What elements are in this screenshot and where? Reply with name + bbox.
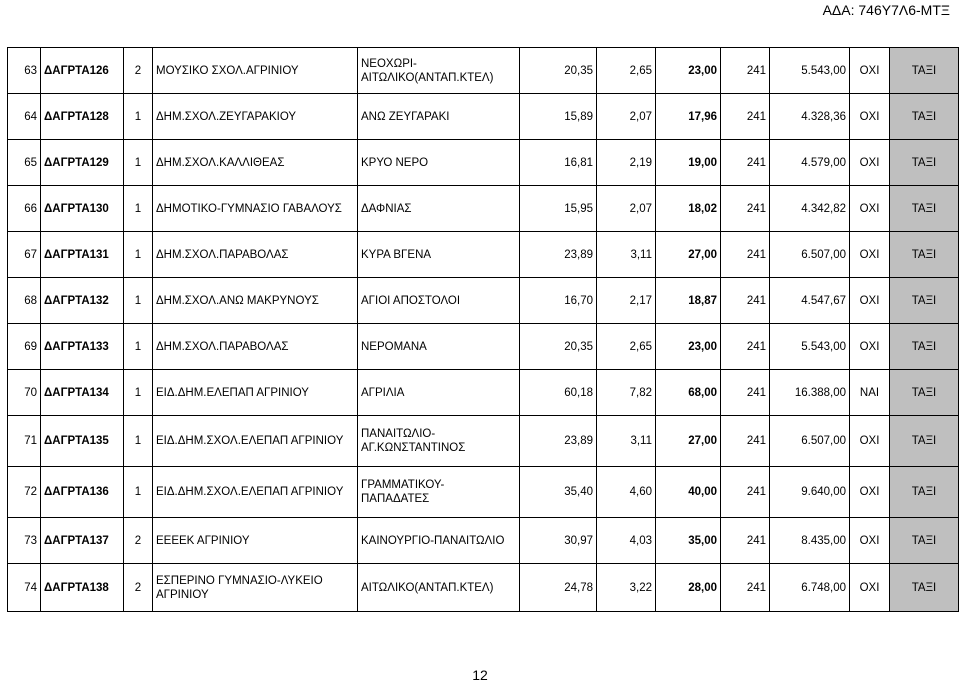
route-area: ΑΙΤΩΛΙΚΟ(ΑΝΤΑΠ.ΚΤΕΛ) bbox=[358, 564, 520, 612]
days-count: 241 bbox=[721, 140, 770, 186]
vehicle-type: ΤΑΞΙ bbox=[890, 94, 959, 140]
km-value-b: 4,60 bbox=[597, 467, 656, 518]
yes-no-flag: ΟΧΙ bbox=[850, 518, 890, 564]
route-area: ΑΝΩ ΖΕΥΓΑΡΑΚΙ bbox=[358, 94, 520, 140]
table-row bbox=[8, 94, 959, 140]
table-row bbox=[8, 140, 959, 186]
route-area: ΝΕΡΟΜΑΝΑ bbox=[358, 324, 520, 370]
route-cost: 8.435,00 bbox=[770, 518, 850, 564]
yes-no-flag: ΟΧΙ bbox=[850, 564, 890, 612]
route-code: ΔΑΓΡΤΑ131 bbox=[41, 232, 124, 278]
route-code: ΔΑΓΡΤΑ134 bbox=[41, 370, 124, 416]
days-count: 241 bbox=[721, 518, 770, 564]
route-count: 2 bbox=[124, 48, 153, 94]
days-count: 241 bbox=[721, 324, 770, 370]
school-name: ΔΗΜ.ΣΧΟΛ.ΠΑΡΑΒΟΛΑΣ bbox=[153, 324, 358, 370]
route-count: 2 bbox=[124, 564, 153, 612]
vehicle-type: ΤΑΞΙ bbox=[890, 232, 959, 278]
route-code: ΔΑΓΡΤΑ129 bbox=[41, 140, 124, 186]
yes-no-flag: ΟΧΙ bbox=[850, 278, 890, 324]
km-value-b: 2,07 bbox=[597, 94, 656, 140]
school-name: ΔΗΜ.ΣΧΟΛ.ΑΝΩ ΜΑΚΡΥΝΟΥΣ bbox=[153, 278, 358, 324]
row-number: 74 bbox=[8, 564, 41, 612]
route-code: ΔΑΓΡΤΑ138 bbox=[41, 564, 124, 612]
yes-no-flag: ΟΧΙ bbox=[850, 324, 890, 370]
row-number: 72 bbox=[8, 467, 41, 518]
table-row bbox=[8, 518, 959, 564]
route-cost: 4.328,36 bbox=[770, 94, 850, 140]
km-value-a: 24,78 bbox=[520, 564, 597, 612]
route-area: ΚΑΙΝΟΥΡΓΙΟ-ΠΑΝΑΙΤΩΛΙΟ bbox=[358, 518, 520, 564]
days-count: 241 bbox=[721, 467, 770, 518]
route-area: ΝΕΟΧΩΡΙ- ΑΙΤΩΛΙΚΟ(ΑΝΤΑΠ.ΚΤΕΛ) bbox=[358, 48, 520, 94]
route-code: ΔΑΓΡΤΑ126 bbox=[41, 48, 124, 94]
route-area: ΚΥΡΑ ΒΓΕΝΑ bbox=[358, 232, 520, 278]
row-number: 70 bbox=[8, 370, 41, 416]
route-code: ΔΑΓΡΤΑ133 bbox=[41, 324, 124, 370]
km-value-a: 20,35 bbox=[520, 48, 597, 94]
yes-no-flag: ΟΧΙ bbox=[850, 140, 890, 186]
vehicle-type: ΤΑΞΙ bbox=[890, 467, 959, 518]
table-row bbox=[8, 467, 959, 518]
row-number: 68 bbox=[8, 278, 41, 324]
km-value-b: 3,11 bbox=[597, 416, 656, 467]
route-cost: 4.547,67 bbox=[770, 278, 850, 324]
km-total: 18,02 bbox=[656, 186, 721, 232]
route-cost: 5.543,00 bbox=[770, 324, 850, 370]
page-number: 12 bbox=[472, 667, 488, 683]
row-number: 63 bbox=[8, 48, 41, 94]
km-value-a: 16,81 bbox=[520, 140, 597, 186]
route-count: 1 bbox=[124, 467, 153, 518]
route-code: ΔΑΓΡΤΑ128 bbox=[41, 94, 124, 140]
days-count: 241 bbox=[721, 186, 770, 232]
km-total: 23,00 bbox=[656, 48, 721, 94]
yes-no-flag: ΟΧΙ bbox=[850, 416, 890, 467]
yes-no-flag: ΟΧΙ bbox=[850, 94, 890, 140]
km-total: 27,00 bbox=[656, 416, 721, 467]
school-name: ΕΙΔ.ΔΗΜ.ΕΛΕΠΑΠ ΑΓΡΙΝΙΟΥ bbox=[153, 370, 358, 416]
km-value-b: 4,03 bbox=[597, 518, 656, 564]
yes-no-flag: ΟΧΙ bbox=[850, 48, 890, 94]
km-value-b: 2,17 bbox=[597, 278, 656, 324]
vehicle-type: ΤΑΞΙ bbox=[890, 278, 959, 324]
km-value-a: 16,70 bbox=[520, 278, 597, 324]
school-name: ΔΗΜ.ΣΧΟΛ.ΚΑΛΛΙΘΕΑΣ bbox=[153, 140, 358, 186]
route-cost: 6.748,00 bbox=[770, 564, 850, 612]
route-cost: 4.579,00 bbox=[770, 140, 850, 186]
km-value-b: 2,19 bbox=[597, 140, 656, 186]
km-value-b: 3,22 bbox=[597, 564, 656, 612]
row-number: 65 bbox=[8, 140, 41, 186]
km-value-a: 23,89 bbox=[520, 416, 597, 467]
km-value-a: 15,89 bbox=[520, 94, 597, 140]
row-number: 71 bbox=[8, 416, 41, 467]
route-cost: 4.342,82 bbox=[770, 186, 850, 232]
vehicle-type: ΤΑΞΙ bbox=[890, 518, 959, 564]
yes-no-flag: ΝΑΙ bbox=[850, 370, 890, 416]
yes-no-flag: ΟΧΙ bbox=[850, 186, 890, 232]
days-count: 241 bbox=[721, 370, 770, 416]
route-area: ΔΑΦΝΙΑΣ bbox=[358, 186, 520, 232]
route-cost: 6.507,00 bbox=[770, 232, 850, 278]
vehicle-type: ΤΑΞΙ bbox=[890, 370, 959, 416]
route-count: 1 bbox=[124, 416, 153, 467]
route-count: 1 bbox=[124, 278, 153, 324]
row-number: 66 bbox=[8, 186, 41, 232]
route-area: ΑΓΙΟΙ ΑΠΟΣΤΟΛΟΙ bbox=[358, 278, 520, 324]
km-value-b: 2,07 bbox=[597, 186, 656, 232]
route-count: 1 bbox=[124, 186, 153, 232]
route-code: ΔΑΓΡΤΑ130 bbox=[41, 186, 124, 232]
km-value-b: 3,11 bbox=[597, 232, 656, 278]
route-code: ΔΑΓΡΤΑ132 bbox=[41, 278, 124, 324]
km-total: 19,00 bbox=[656, 140, 721, 186]
route-area: ΠΑΝΑΙΤΩΛΙΟ- ΑΓ.ΚΩΝΣΤΑΝΤΙΝΟΣ bbox=[358, 416, 520, 467]
km-value-b: 2,65 bbox=[597, 324, 656, 370]
route-count: 2 bbox=[124, 518, 153, 564]
row-number: 64 bbox=[8, 94, 41, 140]
days-count: 241 bbox=[721, 564, 770, 612]
km-value-a: 30,97 bbox=[520, 518, 597, 564]
route-cost: 5.543,00 bbox=[770, 48, 850, 94]
km-value-a: 20,35 bbox=[520, 324, 597, 370]
routes-table bbox=[7, 47, 959, 612]
table-row bbox=[8, 232, 959, 278]
route-count: 1 bbox=[124, 94, 153, 140]
route-count: 1 bbox=[124, 324, 153, 370]
school-name: ΜΟΥΣΙΚΟ ΣΧΟΛ.ΑΓΡΙΝΙΟΥ bbox=[153, 48, 358, 94]
route-code: ΔΑΓΡΤΑ135 bbox=[41, 416, 124, 467]
row-number: 73 bbox=[8, 518, 41, 564]
school-name: ΕΙΔ.ΔΗΜ.ΣΧΟΛ.ΕΛΕΠΑΠ ΑΓΡΙΝΙΟΥ bbox=[153, 416, 358, 467]
route-count: 1 bbox=[124, 140, 153, 186]
school-name: ΔΗΜ.ΣΧΟΛ.ΠΑΡΑΒΟΛΑΣ bbox=[153, 232, 358, 278]
table-row bbox=[8, 324, 959, 370]
km-value-b: 2,65 bbox=[597, 48, 656, 94]
row-number: 69 bbox=[8, 324, 41, 370]
route-code: ΔΑΓΡΤΑ136 bbox=[41, 467, 124, 518]
km-total: 17,96 bbox=[656, 94, 721, 140]
vehicle-type: ΤΑΞΙ bbox=[890, 140, 959, 186]
vehicle-type: ΤΑΞΙ bbox=[890, 416, 959, 467]
table-row bbox=[8, 278, 959, 324]
school-name: ΔΗΜΟΤΙΚΟ-ΓΥΜΝΑΣΙΟ ΓΑΒΑΛΟΥΣ bbox=[153, 186, 358, 232]
km-total: 40,00 bbox=[656, 467, 721, 518]
ada-code: ΑΔΑ: 746Υ7Λ6-ΜΤΞ bbox=[822, 2, 950, 18]
vehicle-type: ΤΑΞΙ bbox=[890, 324, 959, 370]
yes-no-flag: ΟΧΙ bbox=[850, 232, 890, 278]
days-count: 241 bbox=[721, 278, 770, 324]
school-name: ΕΣΠΕΡΙΝΟ ΓΥΜΝΑΣΙΟ-ΛΥΚΕΙΟ ΑΓΡΙΝΙΟΥ bbox=[153, 564, 358, 612]
km-value-a: 15,95 bbox=[520, 186, 597, 232]
route-count: 1 bbox=[124, 232, 153, 278]
days-count: 241 bbox=[721, 94, 770, 140]
km-total: 23,00 bbox=[656, 324, 721, 370]
km-value-a: 60,18 bbox=[520, 370, 597, 416]
km-value-a: 23,89 bbox=[520, 232, 597, 278]
days-count: 241 bbox=[721, 416, 770, 467]
route-area: ΑΓΡΙΛΙΑ bbox=[358, 370, 520, 416]
vehicle-type: ΤΑΞΙ bbox=[890, 48, 959, 94]
vehicle-type: ΤΑΞΙ bbox=[890, 564, 959, 612]
days-count: 241 bbox=[721, 48, 770, 94]
yes-no-flag: ΟΧΙ bbox=[850, 467, 890, 518]
table-row bbox=[8, 370, 959, 416]
table-row bbox=[8, 48, 959, 94]
km-total: 35,00 bbox=[656, 518, 721, 564]
km-total: 28,00 bbox=[656, 564, 721, 612]
km-value-b: 7,82 bbox=[597, 370, 656, 416]
route-area: ΚΡΥΟ ΝΕΡΟ bbox=[358, 140, 520, 186]
table-row bbox=[8, 564, 959, 612]
vehicle-type: ΤΑΞΙ bbox=[890, 186, 959, 232]
school-name: ΕΕΕΕΚ ΑΓΡΙΝΙΟΥ bbox=[153, 518, 358, 564]
school-name: ΔΗΜ.ΣΧΟΛ.ΖΕΥΓΑΡΑΚΙΟΥ bbox=[153, 94, 358, 140]
km-total: 18,87 bbox=[656, 278, 721, 324]
route-area: ΓΡΑΜΜΑΤΙΚΟΥ- ΠΑΠΑΔΑΤΕΣ bbox=[358, 467, 520, 518]
table-row bbox=[8, 186, 959, 232]
route-cost: 9.640,00 bbox=[770, 467, 850, 518]
route-cost: 16.388,00 bbox=[770, 370, 850, 416]
days-count: 241 bbox=[721, 232, 770, 278]
school-name: ΕΙΔ.ΔΗΜ.ΣΧΟΛ.ΕΛΕΠΑΠ ΑΓΡΙΝΙΟΥ bbox=[153, 467, 358, 518]
route-code: ΔΑΓΡΤΑ137 bbox=[41, 518, 124, 564]
km-total: 68,00 bbox=[656, 370, 721, 416]
route-cost: 6.507,00 bbox=[770, 416, 850, 467]
km-total: 27,00 bbox=[656, 232, 721, 278]
route-count: 1 bbox=[124, 370, 153, 416]
row-number: 67 bbox=[8, 232, 41, 278]
table-row bbox=[8, 416, 959, 467]
km-value-a: 35,40 bbox=[520, 467, 597, 518]
